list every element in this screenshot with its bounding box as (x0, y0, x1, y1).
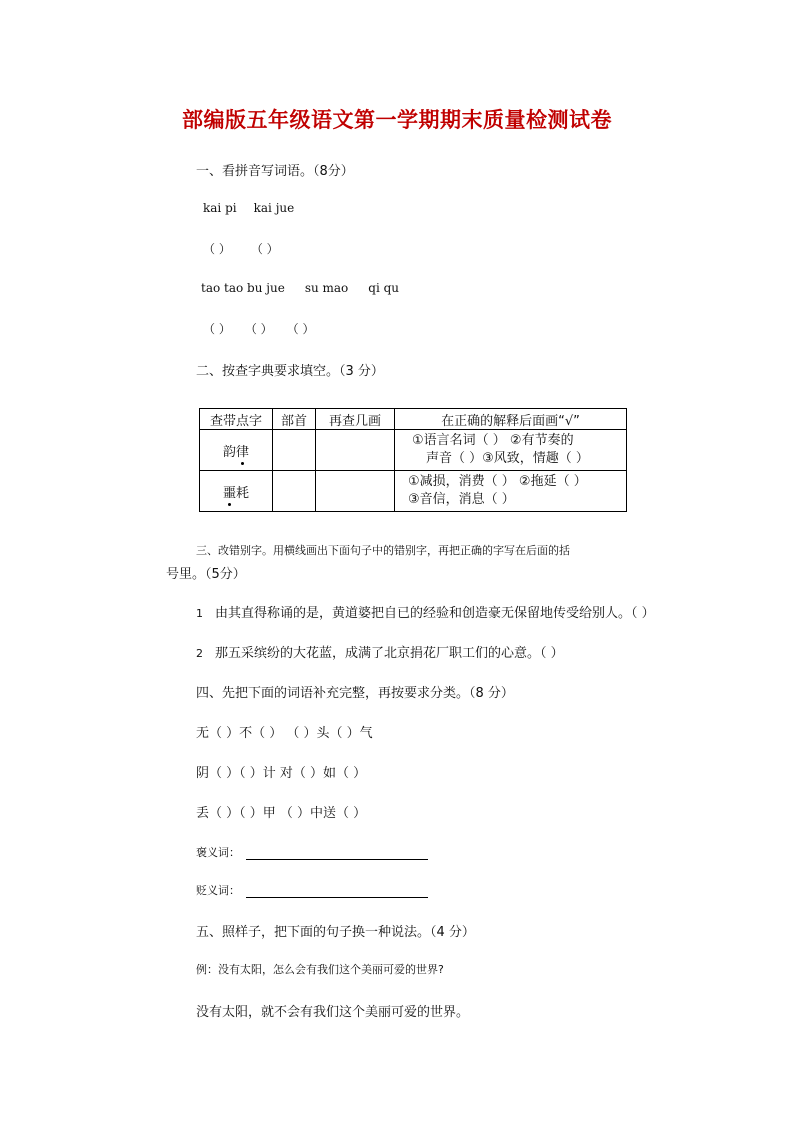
strokes-answer-cell[interactable] (316, 471, 395, 512)
section-5-heading: 五、照样子，把下面的句子换一种说法。（4 分） (196, 925, 475, 940)
section-3-heading: 三、改错别字。用横线画出下面句子中的错别字，再把正确的字写在后面的括 (196, 544, 570, 557)
derogatory-words-row (196, 882, 428, 898)
pinyin-qi-qu: qi qu (368, 281, 400, 295)
radical-answer-cell[interactable] (273, 430, 316, 471)
header-cell: 查带点字 (200, 409, 273, 430)
table-row (200, 430, 627, 471)
section-4-heading: 四、先把下面的词语补充完整，再按要求分类。（8 分） (196, 686, 514, 701)
header-cell: 再查几画 (316, 409, 395, 430)
question-item: 1 由其直得称诵的是，黄道婆把自已的经验和创造豪无保留地传受给别人。（ ） (196, 606, 655, 621)
blank-row-1 (203, 240, 279, 257)
answer-blank[interactable]: （ ） (250, 242, 279, 256)
pinyin-su-mao: su mao (304, 281, 349, 295)
idiom-line: 无（ ）不（ ） （ ）头（ ）气 (196, 726, 373, 741)
example-sentence: 例：没有太阳，怎么会有我们这个美丽可爱的世界? (196, 963, 444, 976)
page-title: 部编版五年级语文第一学期期末质量检测试卷 (182, 108, 612, 132)
dictionary-table (199, 408, 627, 512)
rewritten-sentence: 没有太阳，就不会有我们这个美丽可爱的世界。 (196, 1005, 470, 1020)
question-item: 2 那五采缤纷的大花蓝，成满了北京捐花厂职工们的心意。（ ） (196, 646, 564, 661)
answer-blank[interactable]: （ ） (203, 322, 231, 336)
header-cell: 部首 (273, 409, 316, 430)
pinyin-row-1 (203, 201, 294, 215)
meaning-cell[interactable]: ①语言名词（ ） ②有节奏的 声音（ ）③风致，情趣（ ） (395, 430, 627, 471)
pinyin-kai-jue: kai jue (253, 201, 295, 215)
word-cell: 韵律 (200, 430, 273, 471)
word-cell: 噩耗 (200, 471, 273, 512)
pinyin-row-2 (201, 281, 399, 295)
section-2-heading: 二、按查字典要求填空。（3 分） (196, 364, 384, 379)
section-1-heading: 一、看拼音写词语。（8分） (196, 164, 354, 179)
idiom-line: 丢（ ）（ ）甲 （ ）中送（ ） (196, 806, 367, 821)
table-row (200, 471, 627, 512)
derogatory-answer-line[interactable] (246, 885, 428, 898)
radical-answer-cell[interactable] (273, 471, 316, 512)
section-3-heading-cont: 号里。（5分） (166, 567, 246, 582)
derogatory-label: 贬义词： (196, 884, 240, 897)
table-header-row (200, 409, 627, 430)
blank-row-2 (203, 320, 314, 337)
idiom-line: 阴（ ）（ ）计 对（ ）如（ ） (196, 766, 367, 781)
strokes-answer-cell[interactable] (316, 430, 395, 471)
praise-answer-line[interactable] (246, 847, 428, 860)
answer-blank[interactable]: （ ） (244, 322, 273, 336)
pinyin-tao-tao-bu-jue: tao tao bu jue (201, 281, 285, 295)
meaning-cell[interactable]: ①减损，消费（ ） ②拖延（ ） ③音信，消息（ ） (395, 471, 627, 512)
praise-label: 褒义词： (196, 846, 240, 859)
answer-blank[interactable]: （ ） (286, 322, 315, 336)
praise-words-row (196, 844, 428, 860)
header-cell: 在正确的解释后面画“√” (395, 409, 627, 430)
pinyin-kai-pi: kai pi (203, 201, 237, 215)
answer-blank[interactable]: （ ） (203, 242, 231, 256)
